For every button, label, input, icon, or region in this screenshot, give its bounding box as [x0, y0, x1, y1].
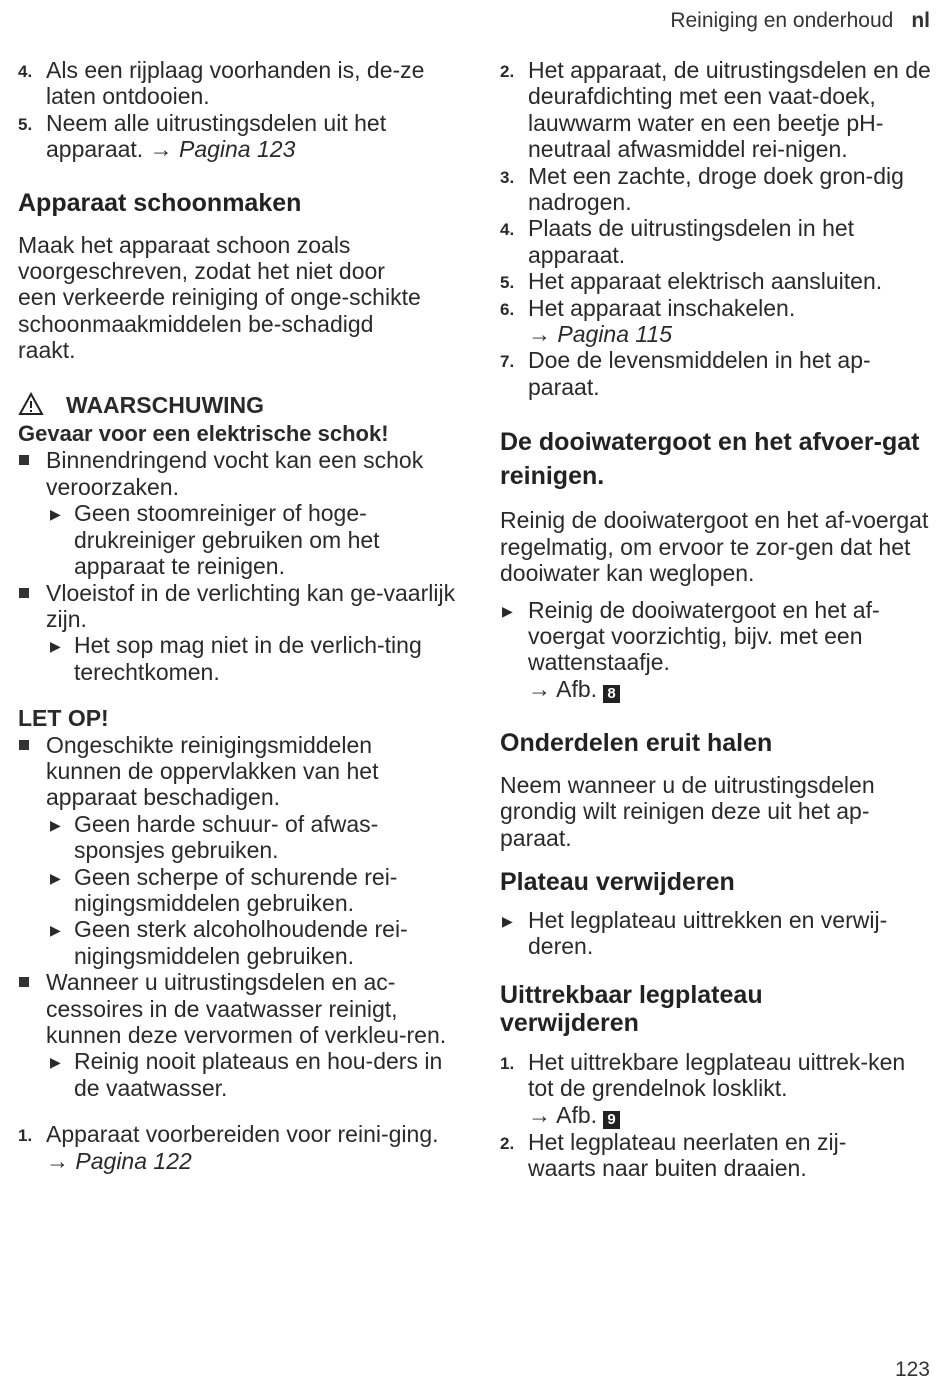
step-text: Neem alle uitrustingsdelen uit het apparaat. [46, 109, 387, 163]
square-bullet-icon [19, 455, 29, 465]
right-arrow-icon: → [46, 1147, 69, 1174]
step-number: 5. [18, 114, 33, 134]
warning-title-row [18, 392, 450, 421]
notice-title: LET OP! [18, 705, 109, 732]
figure-reference [528, 1102, 928, 1129]
warning-action-text: Het sop mag niet in de verlich-ting terechtkomen. [74, 632, 422, 685]
warning-triangle-icon [18, 392, 44, 421]
page-header [670, 9, 930, 33]
page-reference-link[interactable]: Pagina 123 [178, 136, 296, 163]
figure-reference [528, 676, 938, 703]
triangle-action-icon: ▶ [50, 922, 61, 939]
notice-action [18, 811, 444, 864]
figure-label: Afb. [556, 1101, 598, 1128]
paragraph: Reinig de dooiwatergoot en het af-voergat regelmatig, om ervoor te zor-gen dat het dooiwater kan weglopen. [500, 507, 929, 587]
step-number: 6. [500, 299, 515, 319]
section-heading: Plateau verwijderen [500, 867, 735, 896]
step-number: 7. [500, 352, 515, 372]
warning-action-text: Geen stoomreiniger of hoge-drukreiniger gebruiken om het apparaat te reinigen. [74, 500, 380, 580]
warning-item [18, 580, 456, 633]
notice-action-text: Geen sterk alcoholhoudende rei-nigingsmiddelen gebruiken. [74, 916, 408, 969]
notice-action-text: Reinig nooit plateaus en hou-ders in de vaatwasser. [74, 1048, 443, 1101]
page-reference-link[interactable]: Pagina 122 [75, 1147, 192, 1174]
step-5 [18, 110, 450, 163]
notice-action [18, 1048, 444, 1101]
step-number: 3. [500, 167, 515, 187]
triangle-action-icon: ▶ [50, 816, 61, 833]
page-reference [528, 321, 932, 347]
warning-action [18, 500, 444, 579]
section-heading: Uittrekbaar legplateau verwijderen [500, 980, 763, 1037]
paragraph: Neem wanneer u de uitrustingsdelen grondig wilt reinigen deze uit het ap-paraat. [500, 771, 875, 851]
section-heading: Onderdelen eruit halen [500, 728, 773, 757]
right-arrow-icon: → [528, 1101, 551, 1128]
notice-action-text: Geen harde schuur- of afwas-sponsjes gebruiken. [74, 810, 379, 864]
action-item [500, 907, 932, 960]
step-number: 2. [500, 1133, 515, 1153]
step-2 [500, 1129, 898, 1182]
warning-action [18, 632, 454, 685]
warning-title: WAARSCHUWING [66, 391, 265, 418]
step-text: Het apparaat inschakelen. [528, 294, 796, 321]
step-number: 5. [500, 273, 515, 293]
square-bullet-icon [19, 588, 29, 598]
step-4 [18, 57, 471, 110]
notice-item-text: Wanneer u uitrustingsdelen en ac-cessoires in de vaatwasser reinigt, kunnen deze vervormen of verkleu-ren. [46, 969, 447, 1048]
step-text: Het apparaat elektrisch aansluiten. [528, 268, 883, 295]
paragraph: Maak het apparaat schoon zoals voorgeschreven, zodat het niet door een verkeerde reiniging of onge-schikte schoonmaakmiddelen be-schadigd raakt. [18, 231, 421, 364]
notice-action-text: Geen scherpe of schurende rei-nigingsmiddelen gebruiken. [74, 863, 398, 916]
step-text: Met een zachte, droge doek gron-dig nadrogen. [528, 162, 904, 216]
right-arrow-icon: → [528, 675, 551, 702]
figure-number-badge: 9 [603, 1111, 620, 1129]
step-number: 2. [500, 62, 515, 81]
step-text: Doe de levensmiddelen in het ap-paraat. [528, 347, 871, 400]
step-text: Het legplateau neerlaten en zij-waarts naar buiten draaien. [528, 1128, 847, 1181]
page-number: 123 [894, 1358, 930, 1381]
step-6 [500, 295, 932, 348]
figure-label: Afb. [556, 675, 598, 702]
step-2 [500, 57, 938, 163]
step-1 [500, 1049, 928, 1129]
triangle-action-icon: ▶ [502, 912, 513, 929]
step-text: Apparaat voorbereiden voor reini-ging. [46, 1121, 439, 1148]
step-7 [500, 347, 928, 400]
section-heading: Apparaat schoonmaken [18, 188, 302, 217]
notice-item [18, 732, 450, 811]
notice-item-text: Ongeschikte reinigingsmiddelen kunnen de oppervlakken van het apparaat beschadigen. [46, 731, 379, 811]
action-text: Reinig de dooiwatergoot en het af-voergat voorzichtig, bijv. met een wattenstaafje. [528, 596, 880, 676]
warning-item [18, 447, 450, 500]
triangle-action-icon: ▶ [50, 506, 61, 523]
action-item [500, 597, 938, 703]
header-language: nl [911, 9, 930, 32]
right-column [500, 57, 932, 1181]
step-3 [500, 163, 928, 216]
step-number: 1. [500, 1053, 515, 1073]
step-number: 4. [18, 62, 33, 81]
notice-box [18, 705, 450, 1101]
warning-item-text: Binnendringend vocht kan een schok veroorzaken. [46, 447, 424, 500]
triangle-action-icon: ▶ [502, 602, 513, 619]
step-text: Plaats de uitrustingsdelen in het apparaat. [528, 215, 855, 268]
step-5 [500, 268, 932, 294]
left-column [18, 57, 456, 1174]
warning-subtitle: Gevaar voor een elektrische schok! [18, 421, 389, 447]
warning-box [18, 391, 456, 685]
warning-item-text: Vloeistof in de verlichting kan ge-vaarlijk zijn. [46, 579, 456, 632]
step-number: 1. [18, 1126, 33, 1146]
step-4 [500, 215, 932, 268]
notice-action [18, 864, 454, 917]
step-number: 4. [500, 220, 515, 240]
figure-number-badge: 8 [603, 685, 620, 703]
section-heading: De dooiwatergoot en het afvoer-gat reinigen. [500, 428, 920, 491]
step-text: Het apparaat, de uitrustingsdelen en de deurafdichting met een vaat-doek, lauwwarm water en een beetje pH-neutraal afwasmiddel rei-nigen. [528, 57, 931, 163]
notice-action [18, 916, 464, 969]
header-section-title: Reiniging en onderhoud [670, 9, 894, 32]
triangle-action-icon: ▶ [50, 638, 61, 655]
right-arrow-icon: → [528, 321, 551, 348]
notice-item [18, 969, 450, 1048]
square-bullet-icon [19, 740, 29, 750]
triangle-action-icon: ▶ [50, 1054, 61, 1071]
action-text: Het legplateau uittrekken en verwij-deren. [528, 906, 888, 960]
triangle-action-icon: ▶ [50, 869, 61, 886]
step-text: Het uittrekbare legplateau uittrek-ken tot de grendelnok losklikt. [528, 1048, 906, 1102]
right-arrow-icon: → [149, 136, 173, 163]
step-text: Als een rijplaag voorhanden is, de-ze laten ontdooien. [46, 57, 425, 110]
page-reference-link[interactable]: Pagina 115 [557, 321, 673, 348]
square-bullet-icon [19, 977, 29, 987]
step-1 [18, 1121, 461, 1174]
